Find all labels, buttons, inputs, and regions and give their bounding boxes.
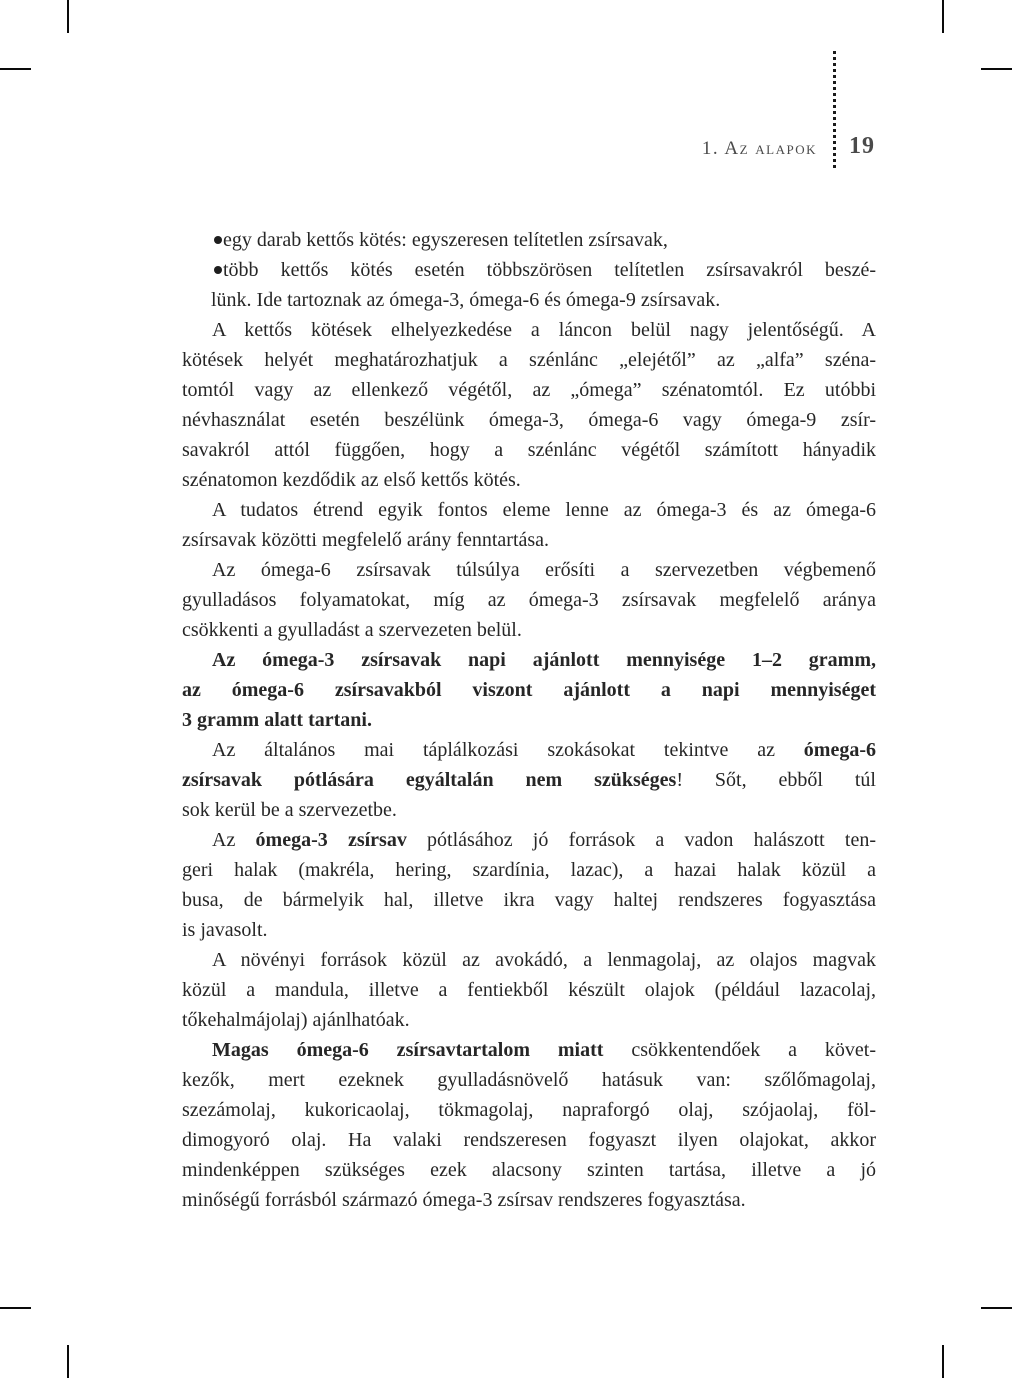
bullet-icon	[214, 266, 222, 274]
text-run: több kettős kötés esetén többszörösen telítetlen zsírsavakról beszé-	[223, 259, 876, 281]
crop-mark-bottom-right-vertical	[942, 1345, 944, 1378]
bold-text-run: 3 gramm alatt tartani.	[182, 709, 372, 731]
text-run: zsírsavak közötti megfelelő arány fenntartása.	[182, 529, 550, 551]
text-line	[182, 855, 876, 885]
text-line	[182, 1095, 876, 1125]
bold-text-run: ómega-6	[803, 739, 876, 761]
text-line	[182, 1005, 876, 1035]
text-run: lünk. Ide tartoznak az ómega-3, ómega-6 és ómega-9 zsírsavak.	[211, 289, 721, 311]
text-run: is javasolt.	[182, 919, 268, 941]
chapter-title: 1. Az alapok	[701, 138, 817, 159]
text-run: tőkehalmájolaj) ajánlhatóak.	[182, 1009, 410, 1031]
text-run: szezámolaj, kukoricaolaj, tökmagolaj, napraforgó olaj, szójaolaj, föl-	[182, 1099, 876, 1121]
text-run: mindenképpen szükséges ezek alacsony szinten tartása, illetve a jó	[182, 1159, 876, 1181]
text-run: pótlásához jó források a vadon halászott ten-	[406, 829, 877, 851]
text-line	[182, 795, 876, 825]
text-run: szénatomon kezdődik az első kettős kötés.	[182, 469, 521, 491]
crop-mark-top-right-horizontal	[981, 68, 1012, 70]
page-number: 19	[849, 133, 875, 159]
text-run: Az általános mai táplálkozási szokásokat tekintve az	[212, 739, 804, 761]
body-text	[182, 225, 876, 1215]
text-line	[182, 555, 876, 585]
bold-text-run: Magas ómega-6 zsírsavtartalom miatt	[212, 1039, 604, 1061]
text-run: geri halak (makréla, hering, szardínia, lazac), a hazai halak közül a	[182, 859, 876, 881]
text-line	[182, 915, 876, 945]
crop-mark-bottom-left-vertical	[67, 1345, 69, 1378]
text-run: egy darab kettős kötés: egyszeresen telítetlen zsírsavak,	[223, 229, 668, 251]
text-line	[182, 525, 876, 555]
text-run: Az	[212, 829, 256, 851]
bullet-line	[182, 225, 876, 255]
text-line	[182, 945, 876, 975]
bullet-icon	[214, 236, 222, 244]
crop-mark-bottom-left-horizontal	[0, 1307, 31, 1309]
text-line	[182, 375, 876, 405]
text-line	[182, 885, 876, 915]
text-run: gyulladásos folyamatokat, míg az ómega-3 zsírsavak megfelelő aránya	[182, 589, 876, 611]
text-line	[182, 735, 876, 765]
text-line	[182, 585, 876, 615]
text-run: busa, de bármelyik hal, illetve ikra vagy haltej rendszeres fogyasztása	[182, 889, 876, 911]
text-line	[182, 495, 876, 525]
text-line	[182, 645, 876, 675]
bold-text-run: zsírsavak pótlására egyáltalán nem szükséges	[182, 769, 677, 791]
text-run: A tudatos étrend egyik fontos eleme lenne az ómega-3 és az ómega-6	[212, 499, 876, 521]
text-run: A növényi források közül az avokádó, a lenmagolaj, az olajos magvak	[212, 949, 876, 971]
text-line	[182, 405, 876, 435]
text-line	[182, 975, 876, 1005]
text-line	[182, 705, 876, 735]
bullet-line	[182, 255, 876, 285]
text-run: A kettős kötések elhelyezkedése a láncon belül nagy jelentőségű. A	[212, 319, 876, 341]
text-run: minőségű forrásból származó ómega-3 zsírsav rendszeres fogyasztása.	[182, 1189, 746, 1211]
text-run: dimogyoró olaj. Ha valaki rendszeresen fogyaszt ilyen olajokat, akkor	[182, 1129, 876, 1151]
text-line	[182, 1035, 876, 1065]
crop-mark-bottom-right-horizontal	[981, 1307, 1012, 1309]
text-line	[182, 1155, 876, 1185]
crop-mark-top-right-vertical	[942, 0, 944, 33]
text-line	[182, 1125, 876, 1155]
text-run: tomtól vagy az ellenkező végétől, az „ómega” szénatomtól. Ez utóbbi	[182, 379, 876, 401]
text-line	[182, 615, 876, 645]
text-run: csökkenti a gyulladást a szervezeten belül.	[182, 619, 522, 641]
text-line	[182, 765, 876, 795]
text-line	[182, 825, 876, 855]
text-run: kötések helyét meghatározhatjuk a szénlánc „elejétől” az „alfa” széna-	[182, 349, 876, 371]
text-run: ! Sőt, ebből túl	[676, 769, 876, 791]
bold-text-run: ómega-3 zsírsav	[255, 829, 407, 851]
text-run: csökkentendőek a követ-	[603, 1039, 876, 1061]
text-line	[182, 345, 876, 375]
text-run: savakról attól függően, hogy a szénlánc végétől számított hányadik	[182, 439, 876, 461]
bold-text-run: Az ómega-3 zsírsavak napi ajánlott mennyisége 1–2 gramm,	[212, 649, 876, 671]
text-line	[182, 675, 876, 705]
text-run: névhasználat esetén beszélünk ómega-3, ómega-6 vagy ómega-9 zsír-	[182, 409, 876, 431]
text-line	[182, 465, 876, 495]
crop-mark-top-left-horizontal	[0, 68, 31, 70]
bold-text-run: az ómega-6 zsírsavakból viszont ajánlott a napi mennyiséget	[182, 679, 876, 701]
header-dotted-divider	[833, 51, 836, 168]
text-line	[182, 435, 876, 465]
text-line	[182, 1185, 876, 1215]
text-run: kezők, mert ezeknek gyulladásnövelő hatásuk van: szőlőmagolaj,	[182, 1069, 876, 1091]
text-run: Az ómega-6 zsírsavak túlsúlya erősíti a szervezetben végbemenő	[212, 559, 876, 581]
text-run: sok kerül be a szervezetbe.	[182, 799, 397, 821]
text-line	[182, 1065, 876, 1095]
text-run: közül a mandula, illetve a fentiekből készült olajok (például lazacolaj,	[182, 979, 876, 1001]
text-line	[182, 315, 876, 345]
bullet-line	[182, 285, 876, 315]
crop-mark-top-left-vertical	[67, 0, 69, 33]
